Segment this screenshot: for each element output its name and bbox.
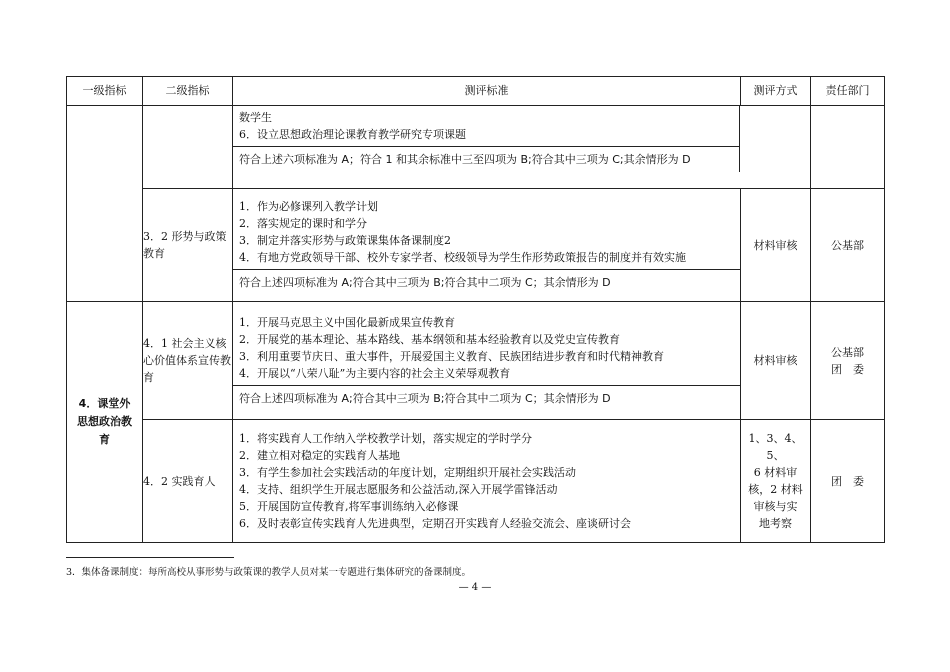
header-method: 测评方式 bbox=[741, 77, 811, 106]
criteria-cell-3-2 bbox=[233, 189, 741, 302]
level1-cell-4 bbox=[67, 302, 143, 543]
criteria-line: 2．落实规定的课时和学分 bbox=[239, 217, 367, 230]
level2-cell-continued bbox=[143, 106, 233, 189]
page-number: — 4 — bbox=[458, 582, 492, 593]
criteria-line: 6．及时表彰宣传实践育人先进典型，定期召开实践育人经验交流会、座谈研讨会 bbox=[239, 517, 631, 530]
header-department: 责任部门 bbox=[811, 77, 885, 106]
criteria-line: 1．开展马克思主义中国化最新成果宣传教育 bbox=[239, 315, 455, 329]
criteria-cell-4-1 bbox=[233, 302, 741, 420]
method-line: 地考察 bbox=[759, 517, 792, 530]
method-line: 审核与实 bbox=[753, 500, 798, 513]
method-line: 1、3、4、5、 bbox=[748, 432, 803, 462]
footnote: 3．集体备课制度：每所高校从事形势与政策课的教学人员对某一专题进行集体研究的备课制度。 bbox=[66, 567, 472, 578]
level2-cell-4-2: 4．2 实践育人 bbox=[143, 420, 233, 543]
level1-cell-continued bbox=[67, 106, 143, 302]
criteria-line: 4．有地方党政领导干部、校外专家学者、校级领导为学生作形势政策报告的制度并有效实施 bbox=[239, 251, 686, 264]
department-cell-continued bbox=[811, 106, 885, 189]
method-line: 6 材料审 bbox=[753, 466, 798, 479]
method-cell-4-1: 材料审核 bbox=[741, 302, 811, 420]
criteria-line: 6．设立思想政治理论课教育教学研究专项课题 bbox=[239, 128, 466, 141]
table-row-4-1 bbox=[67, 302, 885, 420]
criteria-line: 4．开展以“八荣八耻”为主要内容的社会主义荣辱观教育 bbox=[239, 366, 511, 380]
department-cell-3-2: 公基部 bbox=[811, 189, 885, 302]
header-criteria: 测评标准 bbox=[233, 77, 741, 106]
criteria-line: 2．建立相对稳定的实践育人基地 bbox=[239, 449, 400, 462]
department-line: 团 委 bbox=[831, 362, 864, 376]
footnote-divider bbox=[66, 557, 234, 558]
table-header-row bbox=[67, 77, 885, 106]
level2-cell-3-2: 3．2 形势与政策教育 bbox=[143, 189, 233, 302]
criteria-conclusion: 符合上述六项标准为 A；符合 1 和其余标准中三至四项为 B;符合其中三项为 C;其余情形为 D bbox=[233, 146, 740, 172]
criteria-line: 3．有学生参加社会实践活动的年度计划，定期组织开展社会实践活动 bbox=[239, 466, 576, 479]
header-level1: 一级指标 bbox=[67, 77, 143, 106]
criteria-line: 4．支持、组织学生开展志愿服务和公益活动,深入开展学雷锋活动 bbox=[239, 483, 558, 496]
criteria-line: 1．作为必修课列入教学计划 bbox=[239, 200, 378, 213]
table-row-4-2 bbox=[67, 420, 885, 543]
criteria-conclusion: 符合上述四项标准为 A;符合其中三项为 B;符合其中二项为 C；其余情形为 D bbox=[233, 385, 740, 411]
level1-label: 4．课堂外思想政治教育 bbox=[77, 397, 132, 446]
criteria-line: 2．开展党的基本理论、基本路线、基本纲领和基本经验教育以及党史宣传教育 bbox=[239, 332, 620, 346]
table-row-continued bbox=[67, 106, 885, 189]
criteria-line: 数学生 bbox=[239, 111, 272, 124]
criteria-cell-4-2 bbox=[233, 420, 741, 543]
criteria-conclusion: 符合上述四项标准为 A;符合其中三项为 B;符合其中二项为 C；其余情形为 D bbox=[233, 269, 740, 295]
criteria-cell-continued bbox=[233, 106, 811, 189]
evaluation-table bbox=[66, 76, 885, 543]
department-cell-4-1 bbox=[811, 302, 885, 420]
method-cell-3-2: 材料审核 bbox=[741, 189, 811, 302]
department-line: 公基部 bbox=[831, 345, 864, 359]
level2-cell-4-1: 4．1 社会主义核心价值体系宣传教育 bbox=[143, 302, 233, 420]
method-line: 核，2 材料 bbox=[748, 483, 803, 496]
method-cell-4-2 bbox=[741, 420, 811, 543]
criteria-line: 1．将实践育人工作纳入学校教学计划，落实规定的学时学分 bbox=[239, 432, 532, 445]
table-row-3-2 bbox=[67, 189, 885, 302]
criteria-line: 3．利用重要节庆日、重大事件，开展爱国主义教育、民族团结进步教育和时代精神教育 bbox=[239, 349, 664, 363]
criteria-line: 3．制定并落实形势与政策课集体备课制度2 bbox=[239, 234, 451, 247]
department-cell-4-2: 团 委 bbox=[811, 420, 885, 543]
header-level2: 二级指标 bbox=[143, 77, 233, 106]
criteria-line: 5．开展国防宣传教育,将军事训练纳入必修课 bbox=[239, 500, 459, 513]
